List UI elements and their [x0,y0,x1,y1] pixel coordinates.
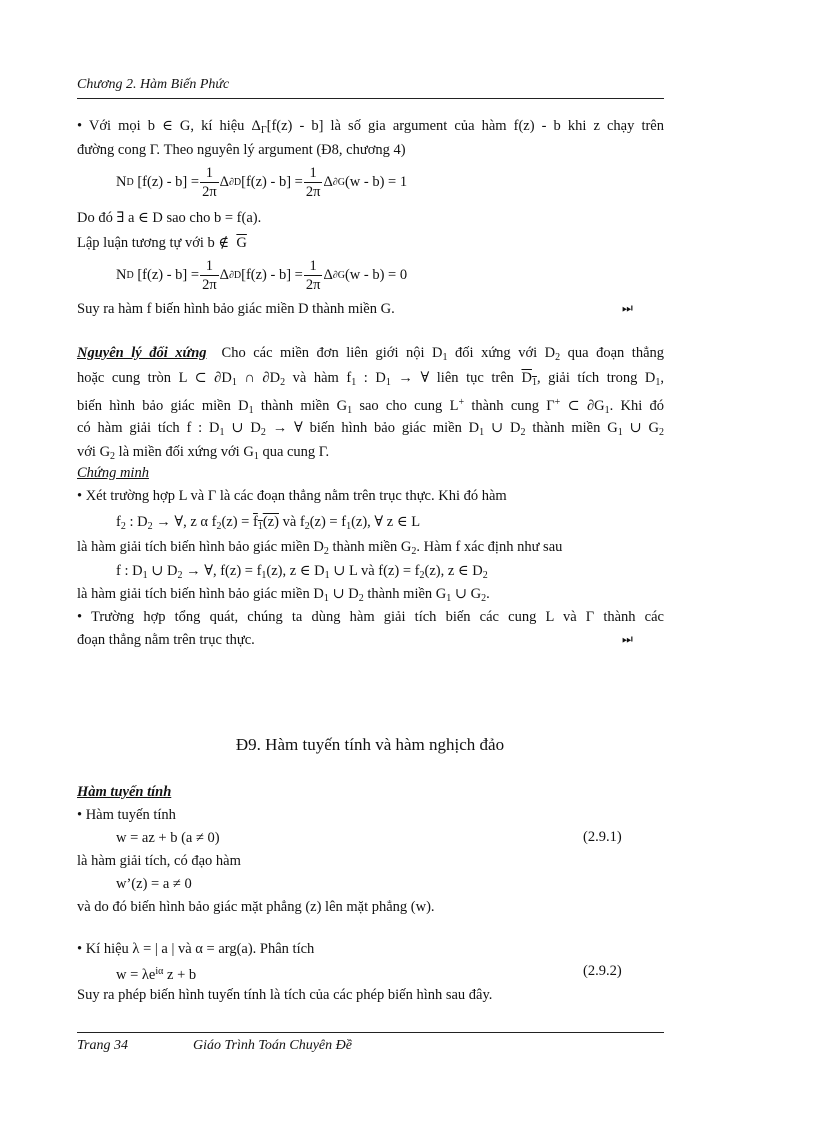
equation: f : $D_1$ ∪ $D_2$ → ∀, $f(z) = f_1(z)$, z ∈ $D_1$ ∪ L và $f(z) = f_2(z)$, z ∈ $D_2$ [116,563,488,581]
text-line: là hàm giải tích biến hình bảo giác miền $D_1$ ∪ $D_2$ thành miền $G_1$ ∪ $G_2$. [77,586,490,604]
text-line: Suy ra phép biến hình tuyến tính là tích của các phép biến hình sau đây. [77,987,493,1003]
header-rule [77,98,664,99]
text-line: • Hàm tuyến tính [77,807,176,823]
text-line: hoặc cung tròn L ⊂ $\partial D_1$ ∩ $\partial D_2$ và hàm $f_1$ : $D_1$ → ∀ liên tục trên $D_1$, giải tích trong $D_1$, [77,370,664,388]
footer-rule [77,1032,664,1033]
fraction: $\frac{1}{2\pi}$ [305,257,321,293]
end-of-proof-icon: ⏭ [622,301,631,315]
running-footer [77,1038,352,1054]
running-header: Chương 2. Hàm Biến Phức [77,77,230,92]
text-line: đoạn thẳng nằm trên trục thực. [77,632,255,648]
equation: $f_2$ : $D_2$ → ∀, z α $f_2(z) = f_1(z)$ và $f_2(z) = f_1(z)$, ∀ z ∈ L [116,514,421,532]
text-line: • Trường hợp tổng quát, chúng ta dùng hàm giải tích biến các cung L và Γ thành các [77,609,664,625]
page-number: Trang 34 [77,1038,128,1053]
text-line: với $G_2$ là miền đối xứng với $G_1$ qua cung Γ. [77,444,330,462]
end-of-proof-icon: ⏭ [622,632,631,646]
text-line: • Kí hiệu λ = | a | và α = arg(a). Phân tích [77,941,315,957]
equation: N D [f(z) - b] = $\frac{1}{2\pi}$ Δ ∂D [f(z) - b] = $\frac{1}{2\pi}$ Δ ∂G (w - b) = 0 [116,257,408,293]
text-line: đường cong Γ. Theo nguyên lý argument (Đ8, chương 4) [77,142,406,158]
equation-number: (2.9.2) [583,963,622,979]
text-line: có hàm giải tích f : $D_1$ ∪ $D_2$ → ∀ biến hình bảo giác miền $D_1$ ∪ $D_2$ thành miền $G_1$ ∪ $G_2$ [77,420,664,438]
text-line: Lập luận tương tự với b ∉ $\overline{G}$ [77,235,247,251]
section-title: Đ9. Hàm tuyến tính và hàm nghịch đảo [235,735,505,754]
equation: w’(z) = a ≠ 0 [116,876,192,892]
proof-heading: Chứng minh [77,465,149,481]
text-line: là hàm giải tích biến hình bảo giác miền $D_2$ thành miền $G_2$. Hàm f xác định như sau [77,539,563,557]
fraction: $\frac{1}{2\pi}$ [202,164,217,200]
section-heading: Nguyên lý đối xứng [77,345,207,361]
fraction: $\frac{1}{2\pi}$ [305,164,321,200]
equation: w = az + b (a ≠ 0) [116,830,220,846]
section-heading: Hàm tuyến tính [77,784,172,800]
book-title: Giáo Trình Toán Chuyên Đề [193,1038,352,1053]
text-line: biến hình bảo giác miền $D_1$ thành miền $G_1$ sao cho cung L+ thành cung Γ+ ⊂ $\partial G_1$. Khi đó [77,397,665,416]
text-line: và do đó biến hình bảo giác mặt phẳng (z) lên mặt phẳng (w). [77,899,435,915]
equation-number: (2.9.1) [583,829,622,845]
text-line: Suy ra hàm f biến hình bảo giác miền D thành miền G. [77,301,395,317]
text-line: • Xét trường hợp L và Γ là các đoạn thẳng nằm trên trục thực. Khi đó hàm [77,488,507,504]
equation: N D [f(z) - b] = $\frac{1}{2\pi}$ Δ ∂D [f(z) - b] = $\frac{1}{2\pi}$ Δ ∂G (w - b) = 1 [116,164,408,200]
text-line: Do đó ∃ a ∈ D sao cho b = f(a). [77,210,262,226]
text-line: Nguyên lý đối xứng Cho các miền đơn liên giới nội $D_1$ đối xứng với $D_2$ qua đoạn thẳng [77,345,665,363]
text-line: • Với mọi b ∈ G, kí hiệu $\Delta_\Gamma[f(z) - b]$ là số gia argument của hàm f(z) - b khi z chạy trên [77,118,664,136]
text-line: là hàm giải tích, có đạo hàm [77,853,241,869]
equation: $w = \lambda e^{i\alpha}$ z + b [116,966,197,983]
fraction: $\frac{1}{2\pi}$ [202,257,217,293]
